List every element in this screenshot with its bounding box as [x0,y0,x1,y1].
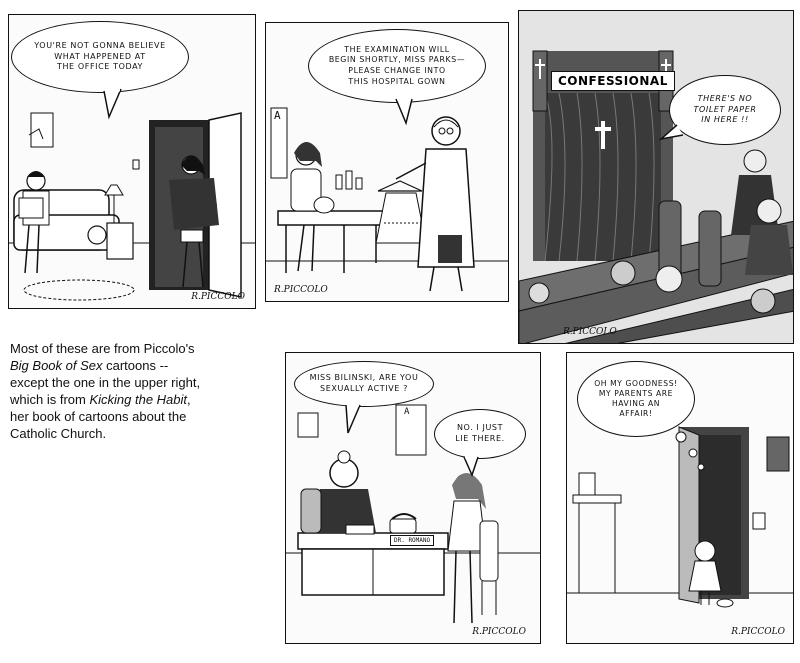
speech-bubble-doctor-text: MISS BILINSKI, ARE YOU SEXUALLY ACTIVE ? [309,373,419,393]
speech-bubble-text: THE EXAMINATION WILL BEGIN SHORTLY, MISS PARKS— PLEASE CHANGE INTO THIS HOSPITAL GOWN [328,44,466,86]
thought-bubble-text: OH MY GOODNESS! MY PARENTS ARE HAVING AN AFFAIR! [594,378,678,419]
speech-bubble [11,21,189,93]
caption-line-7: Catholic Church. [10,426,107,441]
speech-bubble-tail [266,23,509,302]
artist-signature: R.PICCOLO [563,327,617,337]
caption-line-4: which is from [10,392,90,407]
caption-line-6: her book of cartoons about the [10,409,187,424]
speech-bubble-patient-text: NO. I JUST LIE THERE. [455,423,505,443]
artist-signature: R.PICCOLO [274,285,328,295]
speech-bubble-tail [519,11,794,344]
caption-line-3: except the one in the upper right, [10,375,201,390]
cartoon-panel-office [8,14,256,309]
caption-line-2: cartoons -- [102,358,169,373]
confessional-sign: CONFESSIONAL [551,71,675,91]
cartoon-panel-affair [566,352,794,644]
caption-line-1: Most of these are from Piccolo's [10,341,195,356]
desk-nameplate: DR. ROMANO [390,535,434,546]
artist-signature: R.PICCOLO [731,627,785,637]
caption-line-5: , [187,392,191,407]
artist-signature: R.PICCOLO [191,292,245,302]
caption-book-title-1: Big Book of Sex [10,358,103,373]
eye-chart-letter: A [274,109,281,122]
speech-bubble-tails [286,353,541,644]
artist-signature: R.PICCOLO [472,627,526,637]
eye-chart-letter: A [404,407,410,417]
caption-text [10,340,275,442]
caption-book-title-2: Kicking the Habit [89,392,188,407]
cartoon-panel-confessional [518,10,794,344]
thought-bubble [577,361,695,437]
cartoon-panel-doctor [285,352,541,644]
speech-bubble-text: YOU'RE NOT GONNA BELIEVE WHAT HAPPENED AT THE OFFICE TODAY [34,40,166,72]
cartoon-panel-exam [265,22,509,302]
speech-bubble-text: THERE'S NO TOILET PAPER IN HERE !! [693,93,757,125]
